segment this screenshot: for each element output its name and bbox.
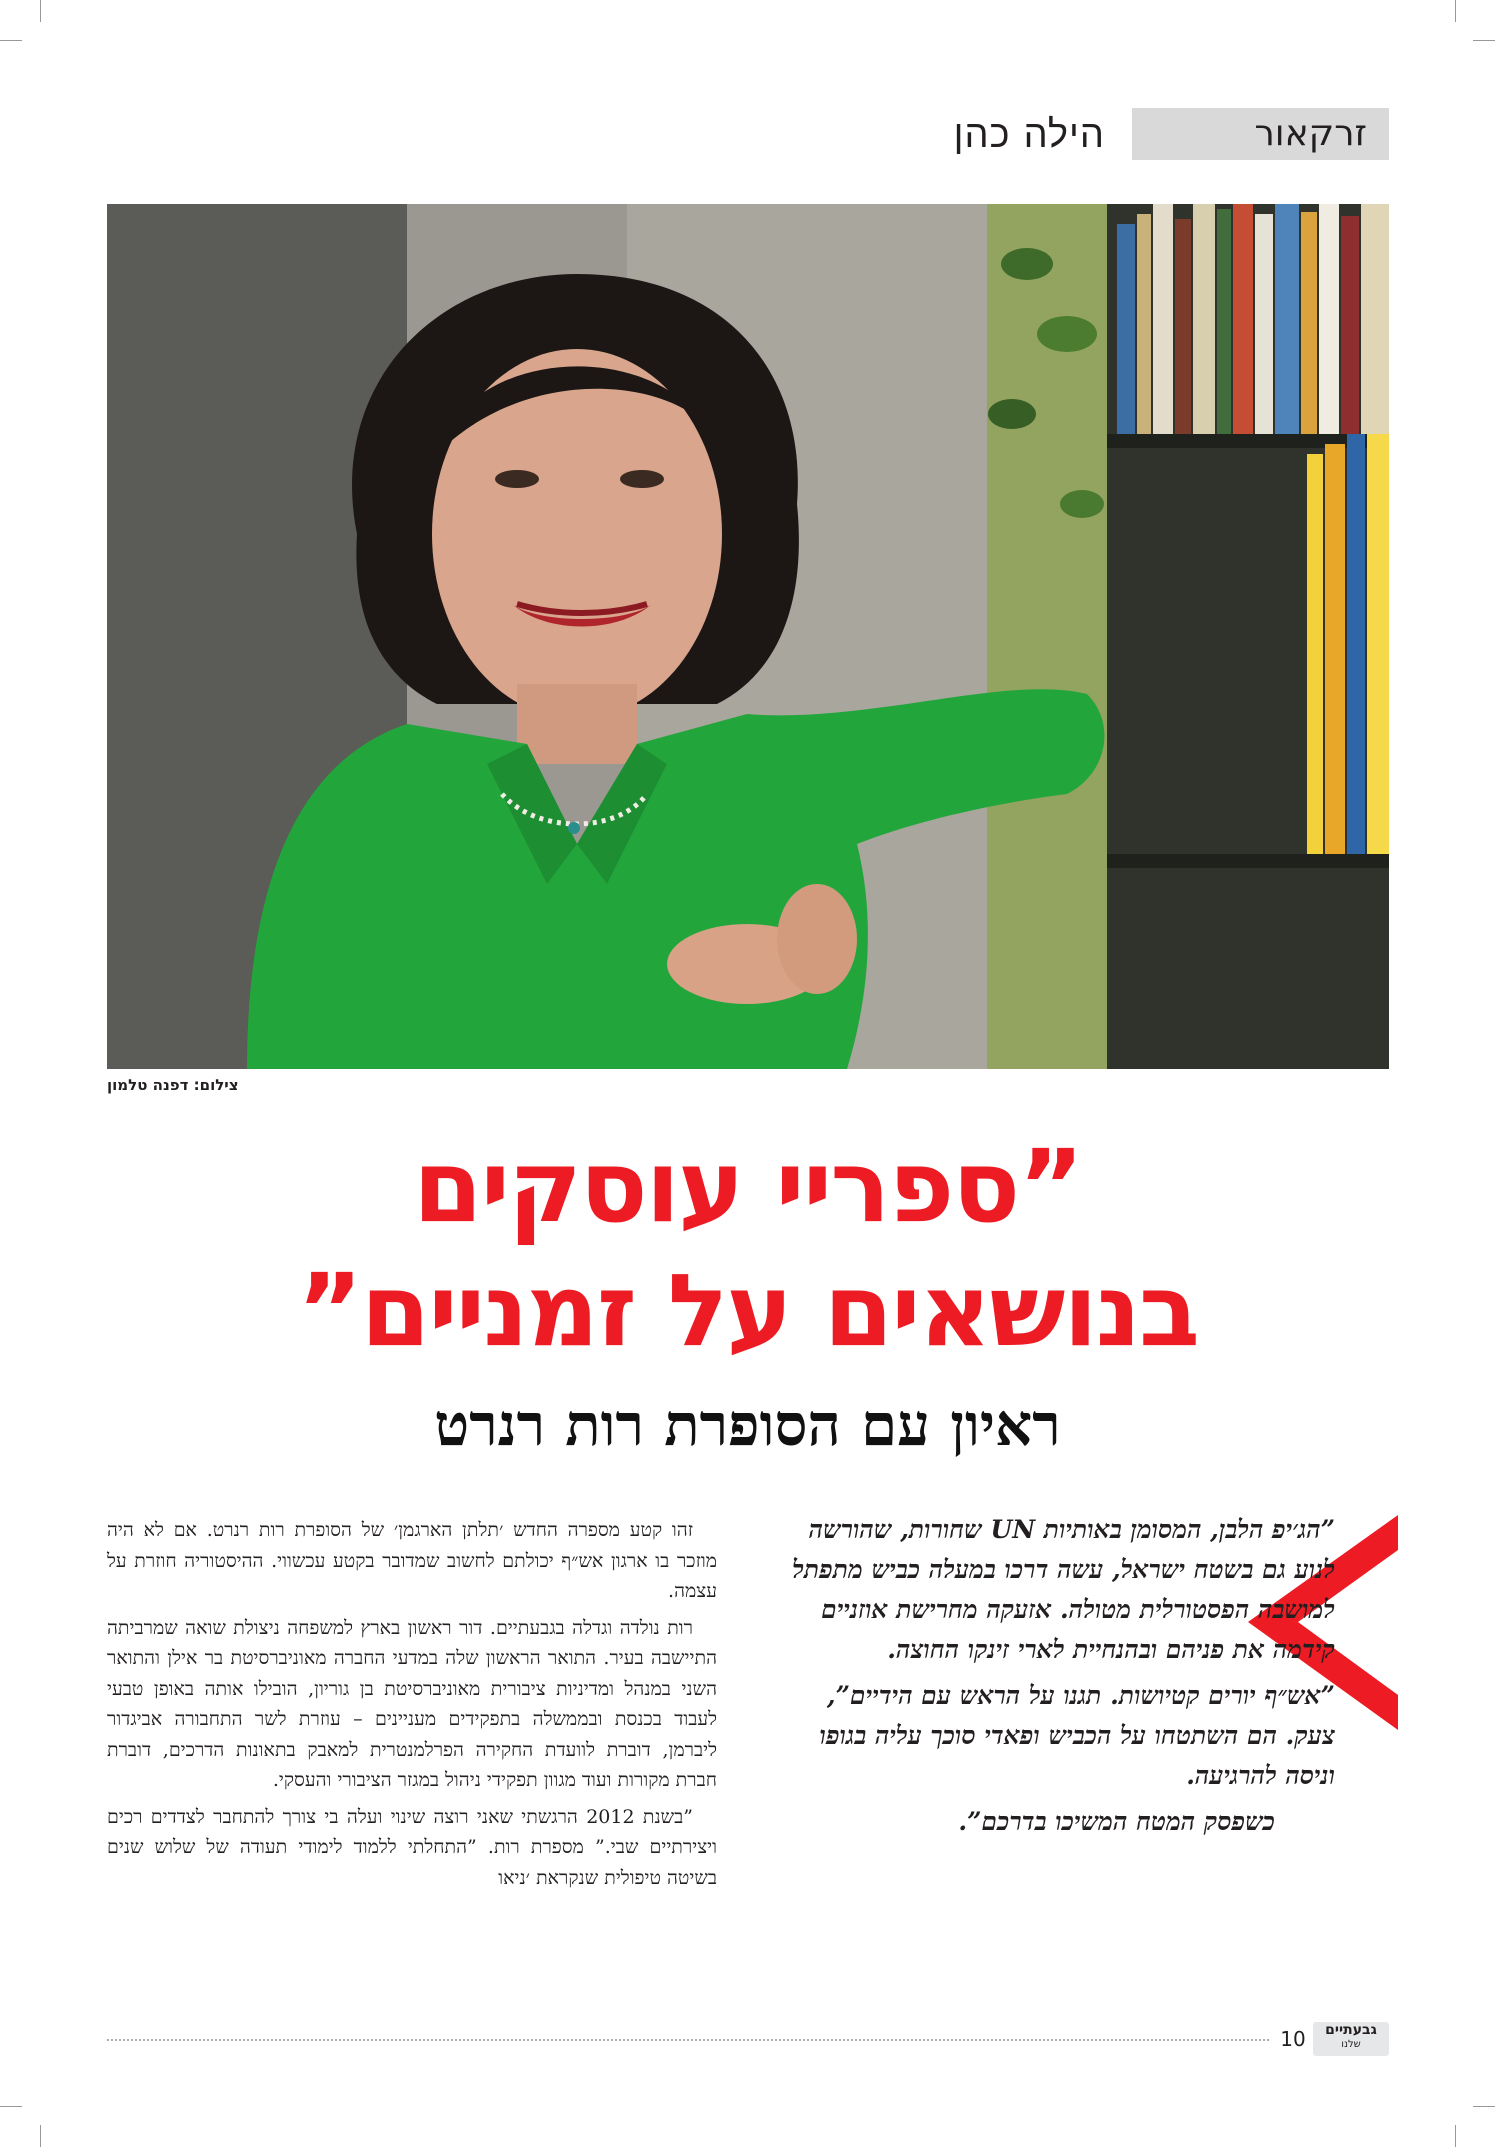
page-number: 10: [1280, 2027, 1306, 2051]
crop-mark: [40, 0, 41, 22]
pull-quote-paragraph: ”אש״ף יורים קטיושות. תגנו על הראש עם הידיים”, צעק. הם השתטחו על הכביש ופאדי סוכך עליה בגופו וניסה להרגיעה.: [819, 1681, 1335, 1790]
headline-line-1: ”ספריי עוסקים: [413, 1128, 1082, 1245]
logo-main-text: גבעתיים: [1325, 2022, 1377, 2038]
headline-line-2: בנושאים על זמניים”: [296, 1252, 1198, 1369]
crop-mark: [1473, 40, 1495, 41]
footer-divider: [107, 2039, 1269, 2041]
article-subheadline: ראיון עם הסופרת רות רנרט: [434, 1391, 1061, 1459]
magazine-logo: [1313, 2022, 1389, 2056]
pull-quote: [780, 1510, 1335, 1848]
body-paragraph: רות נולדה וגדלה בגבעתיים. דור ראשון בארץ למשפחה ניצולת שואה שמרביתה התיישבה בעיר. התואר הראשון שלה במדעי החברה מאוניברסיטת בר אילן והתואר השני במנהל ומדיניות ציבורית מאוניברסיטת בן גוריון, הובילו אותה באופן טבעי לעבוד בכנסת ובממשלה בתפקידים מעניינים – עוזרת לשר התחבורה אביגדור ליברמן, דוברת לוועדת החקירה הפרלמנטרית למאבק בתאונות הדרכים, דוברת חברת מקורות ועוד מגוון תפקידי ניהול במגזר הציבורי והעסקי.: [107, 1616, 717, 1791]
crop-mark: [0, 2106, 22, 2107]
article-headline: [60, 1125, 1435, 1373]
author-name: הילה כהן: [953, 112, 1105, 156]
pull-quote-paragraph: ”הג׳יפ הלבן, המסומן באותיות UN שחורות, שהורשה לנוע גם בשטח ישראל, עשה דרכו במעלה כביש מתפתל למושבה הפסטורלית מטולה. אזעקה מחרישת אוזניים קידמה את פניהם ובהנחיית לארי זינקו החוצה.: [792, 1515, 1335, 1664]
portrait-photo: [107, 204, 1389, 1069]
section-label: זרקאור: [1132, 108, 1389, 160]
pull-quote-paragraph: כשפסק המטח המשיכו בדרכם”.: [958, 1807, 1275, 1836]
photo-credit: צילום: דפנה טלמון: [107, 1076, 239, 1094]
crop-mark: [1455, 0, 1456, 22]
article-body: [107, 1515, 717, 1899]
crop-mark: [1473, 2106, 1495, 2107]
body-paragraph: זהו קטע מספרה החדש ׳תלתן הארגמן׳ של הסופרת רות רנרט. אם לא היה מוזכר בו ארגון אש״ף יכולתם לחשוב שמדובר בקטע עכשווי. ההיסטוריה חוזרת על עצמה.: [107, 1519, 717, 1602]
crop-mark: [40, 2125, 41, 2147]
body-paragraph: ”בשנת 2012 הרגשתי שאני רוצה שינוי ועלה בי צורך להתחבר לצדדים רכים ויצירתיים שבי.” מספרת רות. ”התחלתי ללמוד לימודי תעודה של שלוש שנים בשיטה טיפולית שנקראת ׳ניאו: [107, 1805, 717, 1889]
logo-sub-text: שלנו: [1341, 2039, 1361, 2050]
crop-mark: [1455, 2125, 1456, 2147]
portrait-illustration: [107, 204, 1389, 1069]
crop-mark: [0, 40, 22, 41]
